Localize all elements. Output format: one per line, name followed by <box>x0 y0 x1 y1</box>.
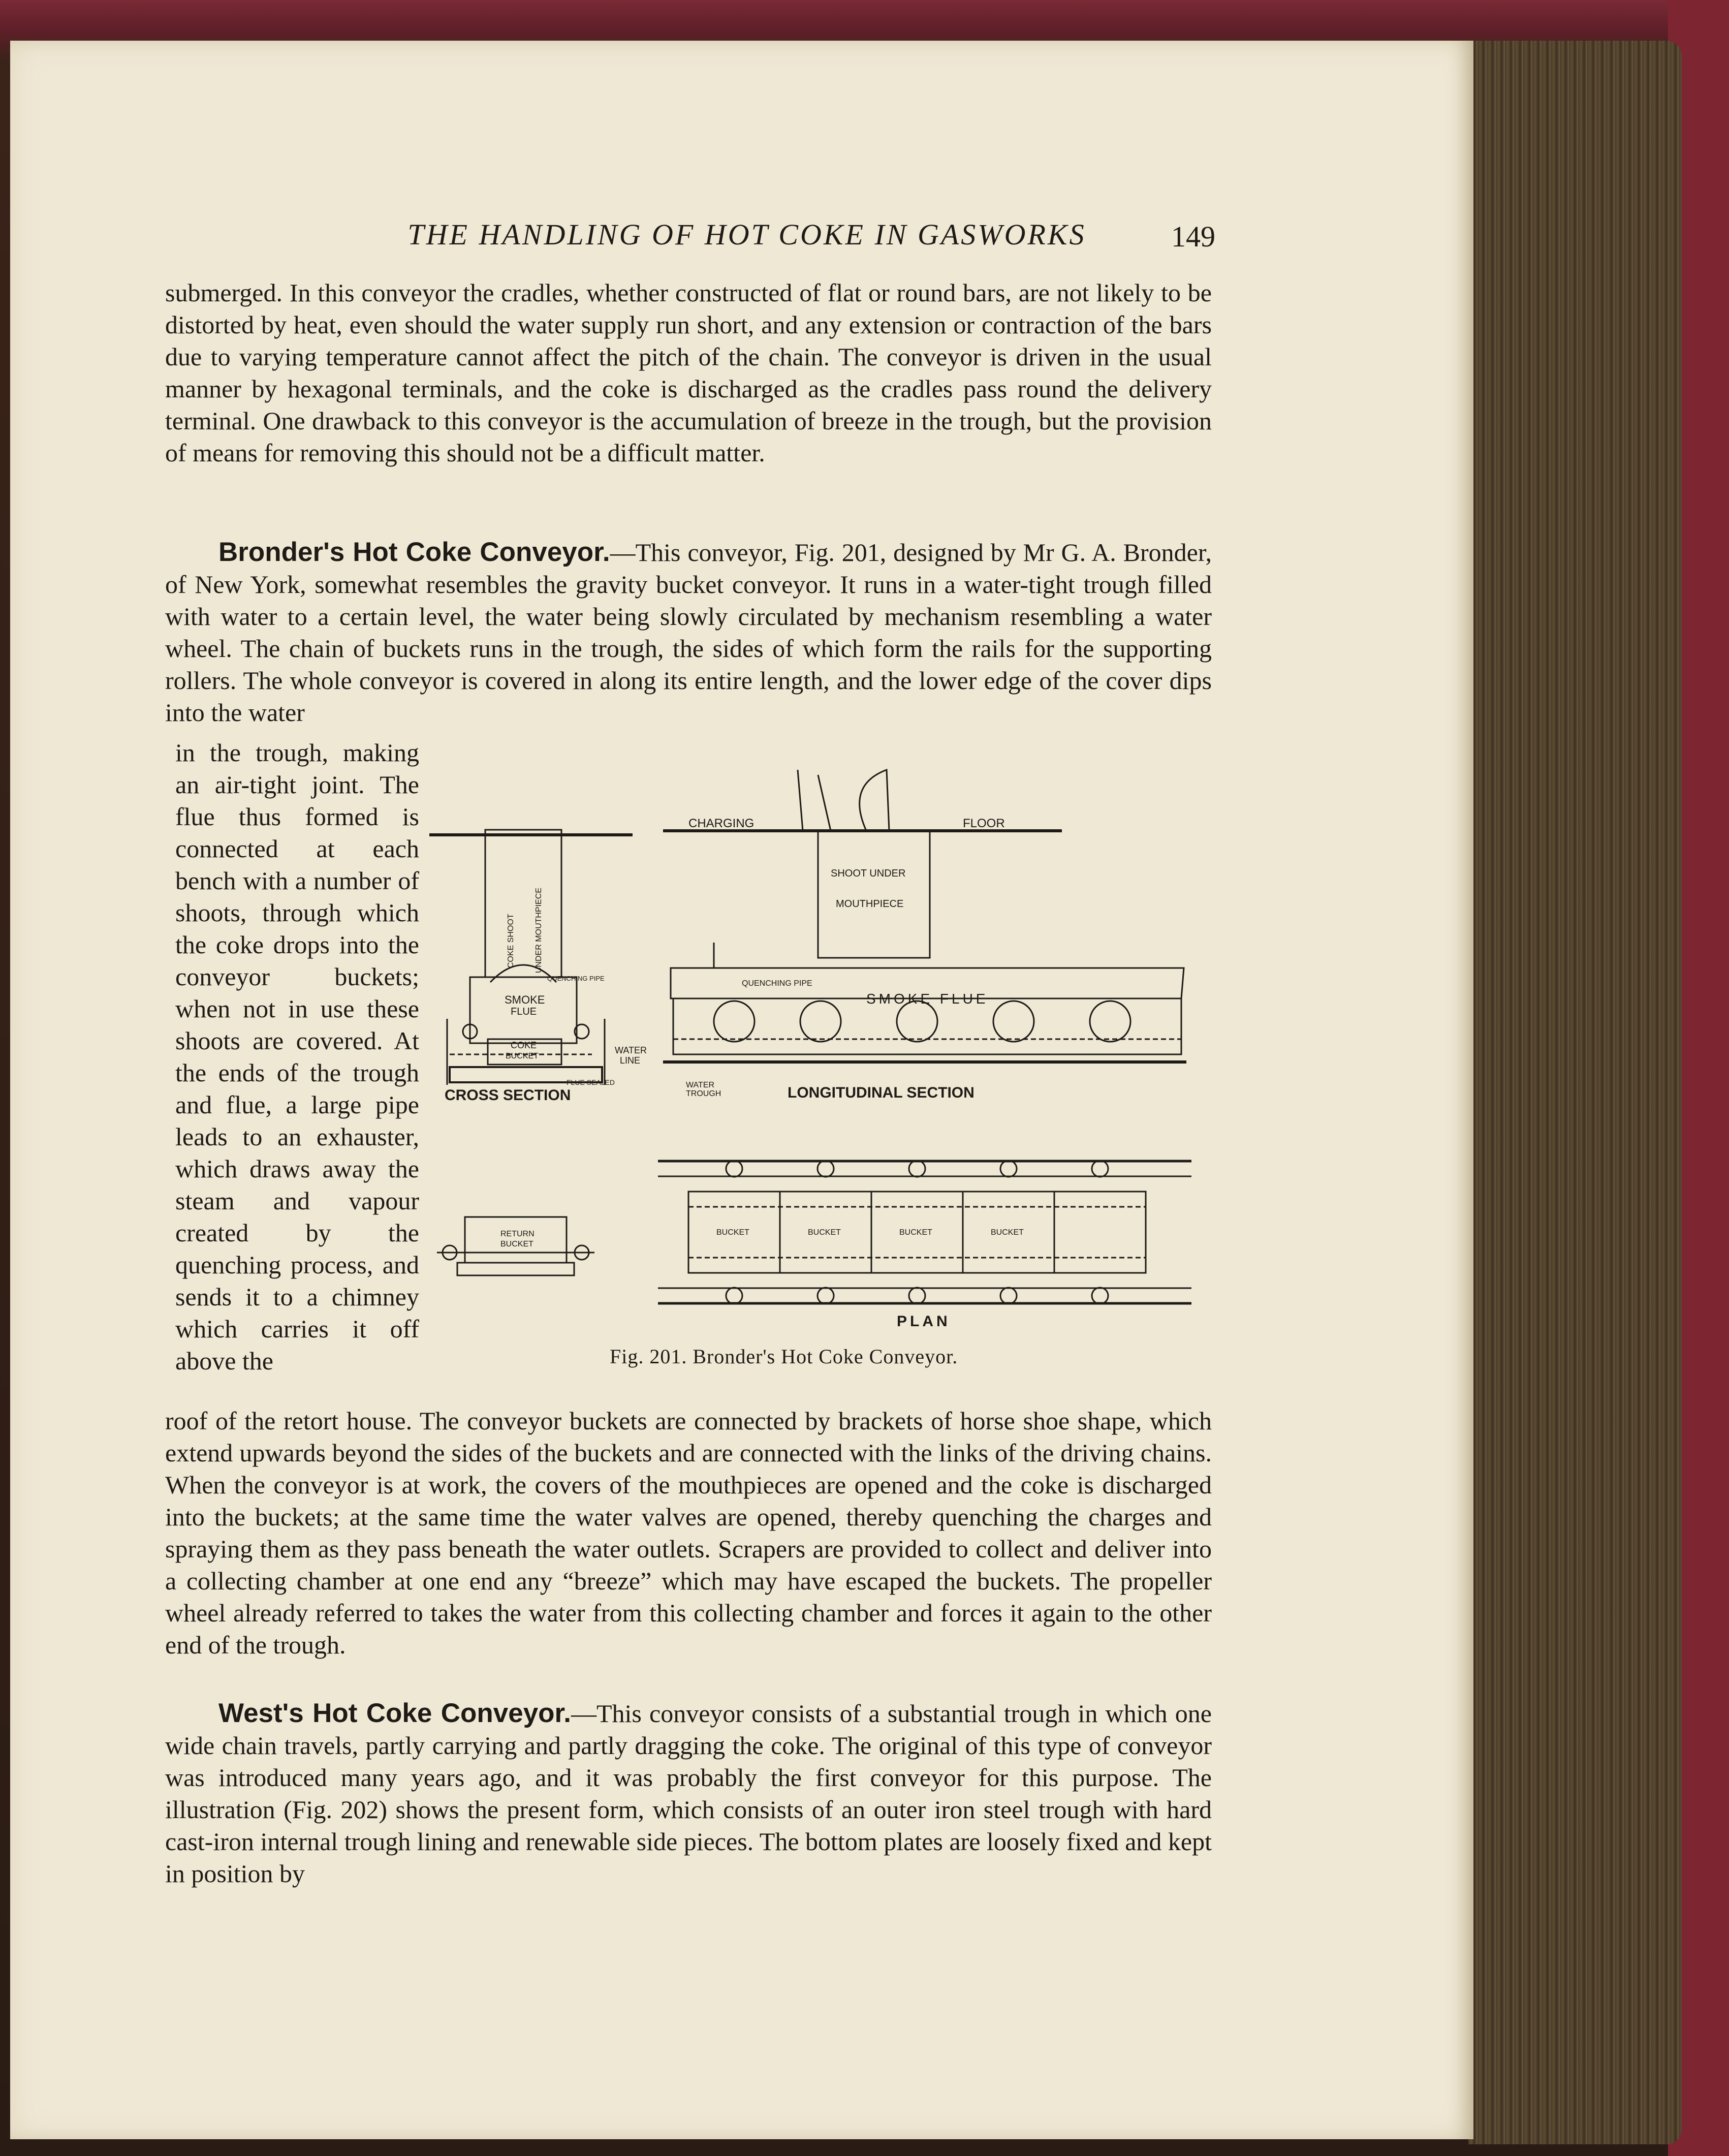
label-mouthpiece: MOUTHPIECE <box>836 898 904 910</box>
label-cs-bucket: BUCKET <box>506 1052 539 1060</box>
bronder-paragraph <box>165 536 1212 729</box>
west-text: —This conveyor consists of a substantial trough in which one wide chain travels, partly carrying and partly dragging the coke. The original of this type of conveyor was introduced many years ago, and it was probably the first conveyor for this purpose. The illustration (Fig. 202) shows the present form, which consists of an outer iron steel trough with hard cast-iron internal trough lining and renewable side pieces. The bottom plates are loosely fixed and kept in position by <box>165 1699 1212 1888</box>
figure-caption: Fig. 201. Bronder's Hot Coke Conveyor. <box>610 1345 958 1368</box>
bronder-intro-text: —This conveyor, Fig. 201, designed by Mr G. A. Bronder, of New York, somewhat resembles the gravity bucket conveyor. It runs in a water-tight trough filled with water to a certain level, the water being slowly circulated by mechanism resembling a water wheel. The chain of buckets runs in the trough, the sides of which form the rails for the supporting rollers. The whole conveyor is covered in along its entire length, and the lower edge of the cover dips into the water <box>165 538 1212 727</box>
label-cs-water: WATER <box>615 1045 647 1055</box>
paragraph-1: submerged. In this conveyor the cradles, whether constructed of flat or round bars, are not likely to be distorted by heat, even should the water supply run short, and any extension or contraction of the bars due to varying temperature cannot affect the pitch of the chain. The conveyor is driven in the usual manner by hexagonal terminals, and the coke is discharged as the cradles pass round the delivery terminal. One drawback to this conveyor is the accumulation of breeze in the trough, but the provision of means for removing this should not be a difficult matter. <box>165 278 1212 467</box>
label-return: RETURN <box>500 1230 535 1238</box>
running-head: THE HANDLING OF HOT COKE IN GASWORKS <box>407 218 1086 251</box>
label-plan-bucket-2: BUCKET <box>808 1228 841 1237</box>
label-cs-flue: FLUE <box>511 1006 537 1017</box>
label-cross-section: CROSS SECTION <box>445 1087 571 1104</box>
label-cs-smoke: SMOKE <box>505 993 545 1006</box>
label-return-bucket: BUCKET <box>500 1240 533 1248</box>
west-heading: West's Hot Coke Conveyor. <box>218 1698 571 1728</box>
book-page <box>10 41 1473 2139</box>
label-plan: PLAN <box>897 1313 951 1330</box>
label-shoot-under: SHOOT UNDER <box>831 868 906 879</box>
label-cs-quenching-pipe: QUENCHING PIPE <box>547 975 605 982</box>
label-plan-bucket-4: BUCKET <box>991 1228 1024 1237</box>
longitudinal-section-drawing <box>663 770 1186 1062</box>
west-paragraph <box>165 1697 1212 1890</box>
label-plan-bucket-3: BUCKET <box>899 1228 932 1237</box>
label-ls-quenching-pipe: QUENCHING PIPE <box>742 979 812 988</box>
label-ls-water: WATER <box>686 1081 714 1089</box>
label-cs-coke: COKE <box>511 1040 537 1050</box>
page-number: 149 <box>1171 220 1215 253</box>
label-charging: CHARGING <box>688 817 755 830</box>
label-cs-line: LINE <box>620 1055 641 1066</box>
page-edges <box>1468 41 1682 2144</box>
bronder-continued-paragraph: roof of the retort house. The conveyor buckets are connected by brackets of horse shoe shape, which extend upwards beyond the sides of the buckets and are connected with the links of the driving chains. When the conveyor is at work, the covers of the mouthpieces are opened and the coke is discharged into the buckets; at the same time the water valves are opened, thereby quenching the charges and spraying them as they pass beneath the water outlets. Scrapers are provided to collect and deliver into a collecting chamber at one end any “breeze” which may have escaped the buckets. The propeller wheel already referred to takes the water from this collecting chamber and forces it again to the other end of the trough. <box>165 1407 1212 1659</box>
label-longitudinal-section: LONGITUDINAL SECTION <box>788 1084 974 1101</box>
label-flue-sealed: FLUE SEALED <box>567 1078 615 1086</box>
label-plan-bucket-1: BUCKET <box>716 1228 749 1237</box>
bronder-heading: Bronder's Hot Coke Conveyor. <box>218 537 610 567</box>
label-smoke-flue: SMOKE FLUE <box>866 991 989 1007</box>
label-under-mouthpiece: UNDER MOUTHPIECE <box>535 887 543 973</box>
wrapped-text-column: in the trough, making an air-tight joint. The flue thus formed is connected at each bench with a number of shoots, through which the coke drops into the conveyor buckets; when not in use these shoots are covered. At the ends of the trough and flue, a large pipe leads to an exhauster, which draws away the steam and vapour created by the quenching process, and sends it to a chimney which carries it off above the <box>175 738 419 1375</box>
label-ls-trough: TROUGH <box>686 1089 721 1098</box>
label-coke-shoot: COKE SHOOT <box>507 914 515 968</box>
figure-201-drawing <box>429 755 1222 1385</box>
figure-201 <box>429 755 1222 1385</box>
label-floor: FLOOR <box>963 817 1005 830</box>
